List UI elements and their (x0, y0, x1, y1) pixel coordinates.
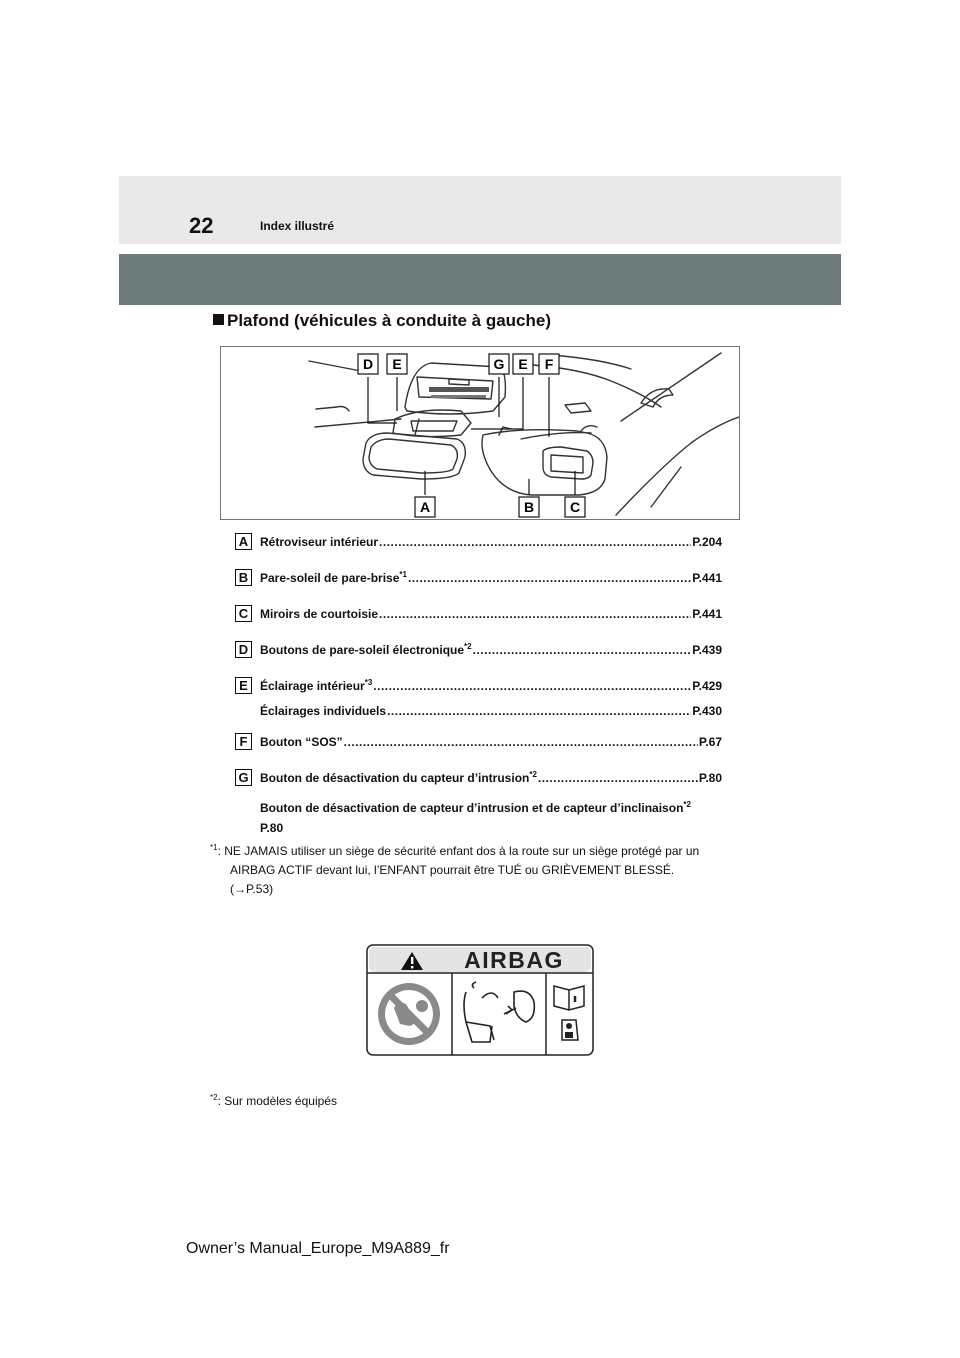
page-ref: P.441 (692, 607, 722, 621)
footnote-mark: *1 (210, 843, 218, 852)
footnote-1: $^{*1}$: NE JAMAIS utiliser un siège de sécurité enfant dos à la route sur un siège protégé par un AIRBAG ACTIF devant lui, l’ENFANT pourrait être TUÉ ou GRIÈVEMENT BLESSÉ. (→P.53) (210, 843, 700, 896)
page-number: 22 (189, 213, 214, 238)
page-ref: P.439 (692, 643, 722, 657)
index-row-interior-light: Éclairage intérieur$^{*3}$ ..... P.429 (260, 679, 722, 693)
index-row-sos-button: Bouton “SOS” ..... P.67 (260, 735, 722, 749)
item-badge-g: G (235, 769, 252, 786)
airbag-label-graphic (366, 944, 594, 1056)
footnote-2: $^{*2}$: Sur modèles équipés (210, 1093, 337, 1108)
item-badge-f: F (235, 733, 252, 750)
page-ref: P.429 (692, 679, 722, 693)
index-row-intrusion-sensor-button: Bouton de désactivation du capteur d’intrusion$^{*2}$ ..... P.80 (260, 771, 722, 785)
square-bullet-icon (213, 314, 224, 325)
item-badge-b: B (235, 569, 252, 586)
item-badge-c: C (235, 605, 252, 622)
page-ref: P.441 (692, 571, 722, 585)
callout-d: D (362, 356, 374, 372)
index-row-electronic-visor-buttons: Boutons de pare-soleil électronique$^{*2}$ ..... P.439 (260, 643, 722, 657)
callout-a: A (419, 499, 431, 515)
airbag-warning-label (366, 944, 594, 1056)
callout-f: F (544, 356, 554, 372)
footnote-mark: *2 (210, 1093, 218, 1102)
page-ref: P.430 (692, 704, 722, 718)
airbag-title: AIRBAG (464, 947, 564, 973)
chapter-band (119, 254, 841, 305)
callout-e2: E (518, 356, 528, 372)
callout-c: C (569, 499, 581, 515)
item-badge-d: D (235, 641, 252, 658)
page-ref: P.80 (698, 771, 722, 785)
page-ref: P.80 (260, 821, 284, 835)
index-row-personal-lights: Éclairages individuels ..... P.430 (260, 704, 722, 718)
section-title: Index illustré (260, 219, 335, 233)
ceiling-illustration (220, 346, 740, 520)
page-ref: P.204 (692, 535, 722, 549)
index-row-intrusion-tilt-page (260, 821, 722, 835)
callout-b: B (523, 499, 535, 515)
callout-g: G (493, 356, 505, 372)
page-footer: Owner’s Manual_Europe_M9A889_fr (186, 1240, 450, 1257)
index-row-intrusion-tilt-sensor-button: Bouton de désactivation de capteur d’intrusion et de capteur d’inclinaison$^{*2}$ (260, 800, 691, 815)
index-row-vanity-mirrors: Miroirs de courtoisie ..... P.441 (260, 607, 722, 621)
item-badge-a: A (235, 533, 252, 550)
page-ref: P.67 (698, 735, 722, 749)
no-rear-facing-seat-icon (378, 983, 440, 1045)
header-band (119, 176, 841, 244)
item-badge-e: E (235, 677, 252, 694)
callout-e: E (392, 356, 402, 372)
subsection-heading: Plafond (véhicules à conduite à gauche) (213, 311, 551, 331)
index-row-sun-visor: Pare-soleil de pare-brise$^{*1}$ ..... P.441 (260, 571, 722, 585)
ceiling-drawing (221, 347, 739, 519)
index-row-rearview-mirror: Rétroviseur intérieur ..... P.204 (260, 535, 722, 549)
